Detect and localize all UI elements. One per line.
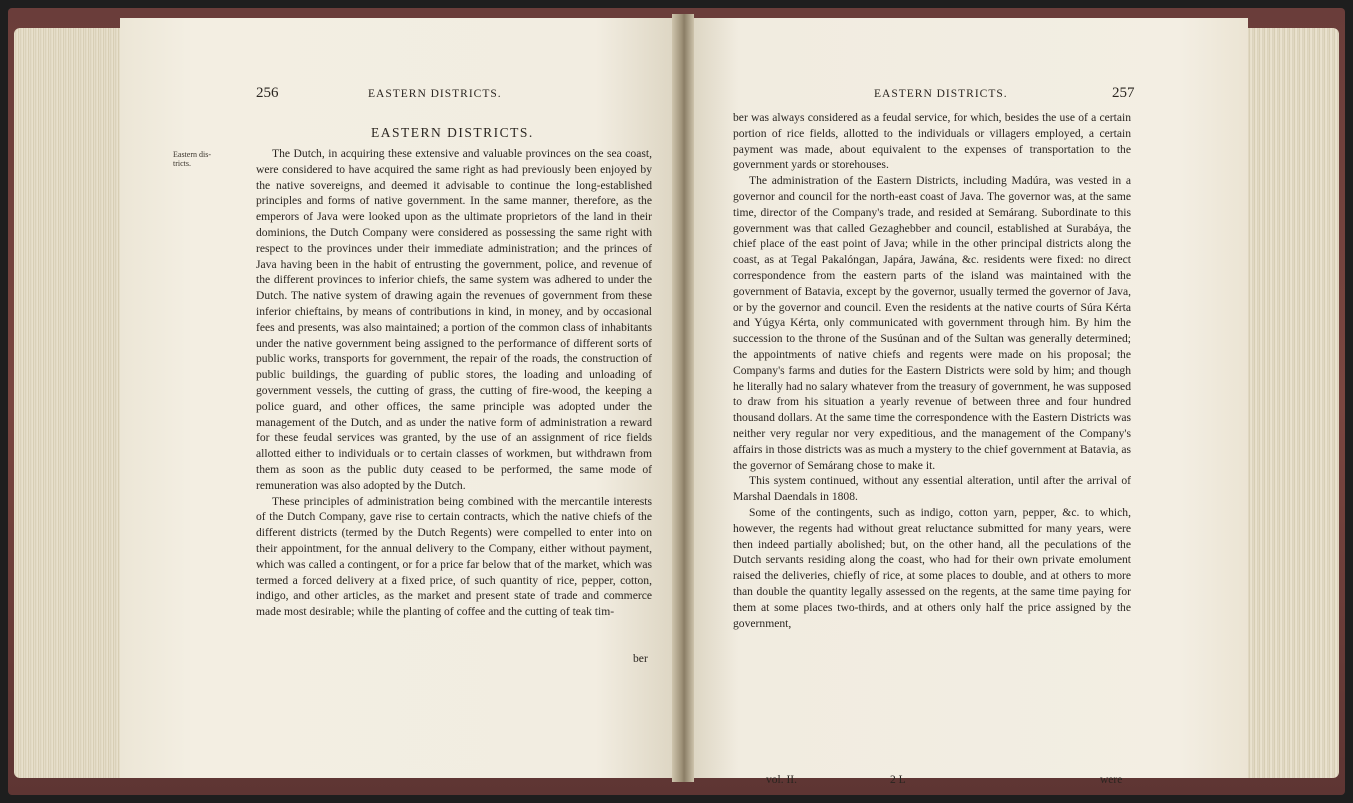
left-catchword: ber xyxy=(633,652,648,665)
left-paragraph: The Dutch, in acquiring these extensive and valuable provinces on the sea coast, were considered to have acquired the same right as had previously been enjoyed by the native sovereigns, and deemed it advisable to continue the long-established principles and forms of native government. In the same manner, therefore, as the emperors of Java were looked upon as the ultimate proprietors of the land in their dominions, the Dutch Company were considered as possessing the same right with respect to the provinces under their immediate administration; and the princes of Java having been in the habit of entrusting the government, police, and revenue of the different provinces to inferior chiefs, the same system was adhered to under the Dutch. The native system of drawing again the revenues of government from these inferior chieftains, by means of contributions in kind, in money, and by occasional fees and presents, was also maintained; a portion of the common class of inhabitants under the native government being assigned to the performance of different sorts of public works, transports for government, the repair of the roads, the construction of public buildings, the guarding of public stores, the loading and unloading of government vessels, the cutting of grass, the cutting of fire-wood, the keeping a police guard, and other offices, the same principle was adopted under the management of the Dutch, and as under the native form of administration a reward for these feudal services was granted, by the use of an assignment of rice fields allotted either to individuals or to certain classes of workmen, but withdrawn from them as soon as the public duty ceased to be performed, the same mode of remuneration was also adopted by the Dutch. xyxy=(256,147,652,492)
left-folio: 256 xyxy=(256,85,279,101)
signature-mark: 2 L xyxy=(890,774,906,786)
right-body xyxy=(733,110,1131,631)
right-running-head: EASTERN DISTRICTS. xyxy=(874,88,1008,100)
right-catchword: were xyxy=(1100,774,1123,786)
chapter-title: EASTERN DISTRICTS. xyxy=(371,125,534,140)
signature-volume: vol. II. xyxy=(766,774,797,786)
left-page-edges xyxy=(14,28,134,778)
right-folio: 257 xyxy=(1112,85,1135,101)
right-paragraph: Some of the contingents, such as indigo, cotton yarn, pepper, &c. to which, however, the regents had without great reluctance submitted for many years, were then indeed partially abolished; but, on the other hand, all the peculations of the Dutch servants residing along the coast, who had for their own private emolument raised the deliveries, chiefly of rice, at some places to double, and at others to more than double the quantity legally assessed on the regents, at the same time paying for them at some places two-thirds, and at others only half the price assigned by the government, xyxy=(733,505,1131,630)
left-body xyxy=(256,146,652,620)
book-gutter xyxy=(672,14,694,782)
left-running-head: EASTERN DISTRICTS. xyxy=(368,88,502,100)
left-paragraph: These principles of administration being combined with the mercantile interests of the Dutch Company, gave rise to certain contracts, which the native chiefs of the different districts (termed by the Dutch Regents) were compelled to enter into on their appointment, for the annual delivery to the Company, either without payment, which was called a contingent, or for a price far below that of the market, which was termed a forced delivery at a fixed price, of such quantity of rice, pepper, cotton, indigo, and other articles, as the market and present state of trade and commerce made most desirable; while the planting of coffee and the cutting of teak tim- xyxy=(256,494,652,619)
right-paragraph: This system continued, without any essential alteration, until after the arrival of Marshal Daendals in 1808. xyxy=(733,474,1131,504)
right-paragraph: ber was always considered as a feudal service, for which, besides the use of a certain portion of rice fields, allotted to the individuals or villagers employed, a certain payment was made, about equivalent to the expenses of transportation to the government yards or storehouses. xyxy=(733,111,1131,172)
margin-note: Eastern districts. xyxy=(173,150,211,168)
right-paragraph: The administration of the Eastern Districts, including Madúra, was vested in a governor and council for the north-east coast of Java. The governor was, at the same time, director of the Company's trade, and resided at Semárang. Subordinate to this government was that called Gezaghebber and council, established at Surabáya, the chief place of the east point of Java; while in the other principal districts along the coast, as at Tegal Pakalóngan, Japára, Jawána, &c. residents were fixed: no direct correspondence from the eastern parts of the island was maintained with the government of Batavia, except by the governor, usually termed the governor of Java, or by the governor and council. Even the residents at the native courts of Súra Kérta and Yúgya Kérta, only communicated with government through him. By him the succession to the throne of the Susúnan and of the Sultan was generally determined; the appointments of native chiefs and regents were made on his proposal; the Company's farms and duties for the Eastern Districts were sold by him; and though he literally had no salary whatever from the treasury of government, he was supposed to draw from his situation a yearly revenue of between three and four hundred thousand dollars. At the same time the correspondence with the Eastern Districts was neither very regular nor very expeditious, and the management of the Company's affairs in those districts was as much a mystery to the chief government at Batavia, as the governor of Semárang chose to make it. xyxy=(733,174,1131,472)
